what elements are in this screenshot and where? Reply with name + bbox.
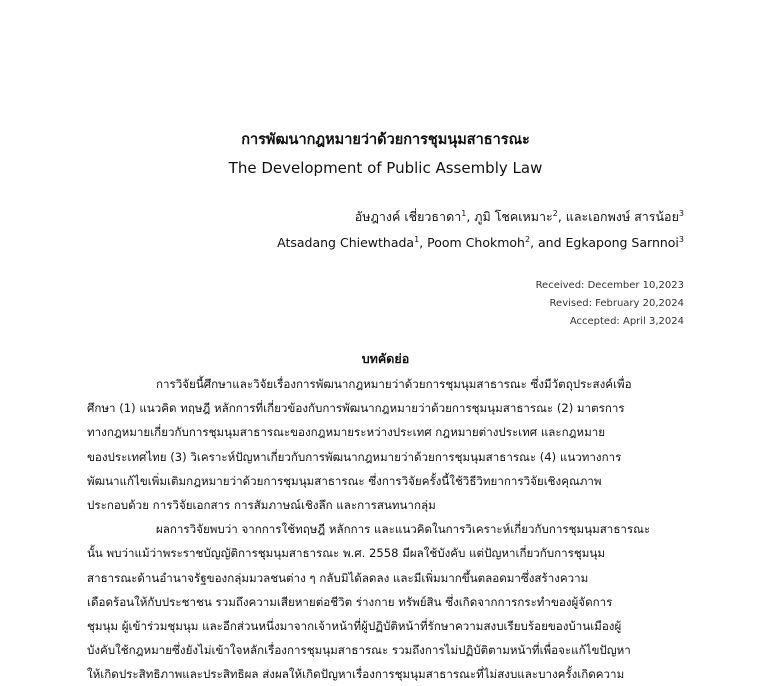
author-separator: , <box>419 235 428 250</box>
author-name: Atsadang Chiewthada <box>277 235 415 250</box>
author-affiliation-mark: 1 <box>461 208 467 218</box>
author-name: Poom Chokmoh <box>427 235 525 250</box>
author-affiliation-mark: 3 <box>678 234 684 244</box>
authors-thai <box>355 208 684 226</box>
paper-title-english: The Development of Public Assembly Law <box>228 159 543 177</box>
abstract-line: บังคับใช้กฎหมายซึ่งยังไม่เข้าใจหลักเรื่องการชุมนุมสาธารณะ รวมถึงการไม่ปฏิบัติตามหน้าที่เพื่อจะแก้ไขปัญหา <box>87 643 631 658</box>
author-name: อัษฎางค์ เชี่ยวธาดา <box>354 209 462 224</box>
abstract-line: เดือดร้อนให้กับประชาชน รวมถึงความเสียหายต่อชีวิต ร่างกาย ทรัพย์สิน ซึ่งเกิดจากการกระทำของผู้จัดการ <box>87 594 613 609</box>
author-name: เอกพงษ์ สารน้อย <box>588 209 679 224</box>
abstract-body <box>87 372 684 686</box>
author-name: ภูมิ โชคเหมาะ <box>474 209 553 224</box>
abstract-line: การวิจัยนี้ศึกษาและวิจัยเรื่องการพัฒนากฎหมายว่าด้วยการชุมนุมสาธารณะ ซึ่งมีวัตถุประสงค์เพื่อ <box>156 377 632 391</box>
abstract-line: ผลการวิจัยพบว่า จากการใช้ทฤษฎี หลักการ และแนวคิดในการวิเคราะห์เกี่ยวกับการชุมนุมสาธารณะ <box>156 522 651 537</box>
abstract-heading: บทคัดย่อ <box>361 351 410 366</box>
revised-date: Revised: February 20,2024 <box>549 298 684 309</box>
accepted-date: Accepted: April 3,2024 <box>569 316 684 327</box>
abstract-line: นั้น พบว่าแม้ว่าพระราชบัญญัติการชุมนุมสาธารณะ พ.ศ. 2558 มีผลใช้บังคับ แต่ปัญหาเกี่ยวกับการชุมนุม <box>87 546 605 561</box>
author-affiliation-mark: 3 <box>678 208 684 218</box>
received-date: Received: December 10,2023 <box>535 280 684 291</box>
author-affiliation-mark: 1 <box>414 234 420 244</box>
paper-title-thai: การพัฒนากฎหมายว่าด้วยการชุมนุมสาธารณะ <box>241 132 530 148</box>
abstract-line: สาธารณะด้านอำนาจรัฐของกลุ่มมวลชนต่าง ๆ กลับมิได้ลดลง และมีเพิ่มมากขึ้นตลอดมาซึ่งสร้างความ <box>87 570 589 585</box>
author-separator: , และ <box>557 209 589 224</box>
abstract-line: ประกอบด้วย การวิจัยเอกสาร การสัมภาษณ์เชิงลึก และการสนทนากลุ่ม <box>87 497 436 512</box>
abstract-line: พัฒนาแก้ไขเพิ่มเติมกฎหมายว่าด้วยการชุมนุมสาธารณะ ซึ่งการวิจัยครั้งนี้ใช้วิธีวิทยาการวิจัยเชิงคุณภาพ <box>87 473 602 488</box>
abstract-line: ศึกษา (1) แนวคิด ทฤษฎี หลักการที่เกี่ยวข้องกับการพัฒนากฎหมายว่าด้วยการชุมนุมสาธารณะ (2) มาตรการ <box>87 401 625 416</box>
abstract-line: ให้เกิดประสิทธิภาพและประสิทธิผล ส่งผลให้เกิดปัญหาเรื่องการชุมนุมสาธารณะที่ไม่สงบและบางครั้งเกิดความ <box>87 667 625 682</box>
author-separator: , and <box>530 235 566 250</box>
authors-english <box>277 234 684 252</box>
author-affiliation-mark: 2 <box>524 234 531 244</box>
author-name: Egkapong Sarnnoi <box>565 235 679 250</box>
abstract-line: ทางกฎหมายเกี่ยวกับการชุมนุมสาธารณะของกฎหมายระหว่างประเทศ กฎหมายต่างประเทศ และกฎหมาย <box>87 425 606 440</box>
submission-dates <box>536 277 684 331</box>
abstract-line: ของประเทศไทย (3) วิเคราะห์ปัญหาเกี่ยวกับการพัฒนากฎหมายว่าด้วยการชุมนุมสาธารณะ (4) แนวทางการ <box>87 449 622 464</box>
author-affiliation-mark: 2 <box>552 208 558 218</box>
author-separator: , <box>466 209 475 224</box>
abstract-line: ชุมนุม ผู้เข้าร่วมชุมนุม และอีกส่วนหนึ่งมาจากเจ้าหน้าที่ผู้ปฏิบัติหน้าที่รักษาความสงบเรียบร้อยของบ้านเมืองผู้ <box>87 618 622 633</box>
